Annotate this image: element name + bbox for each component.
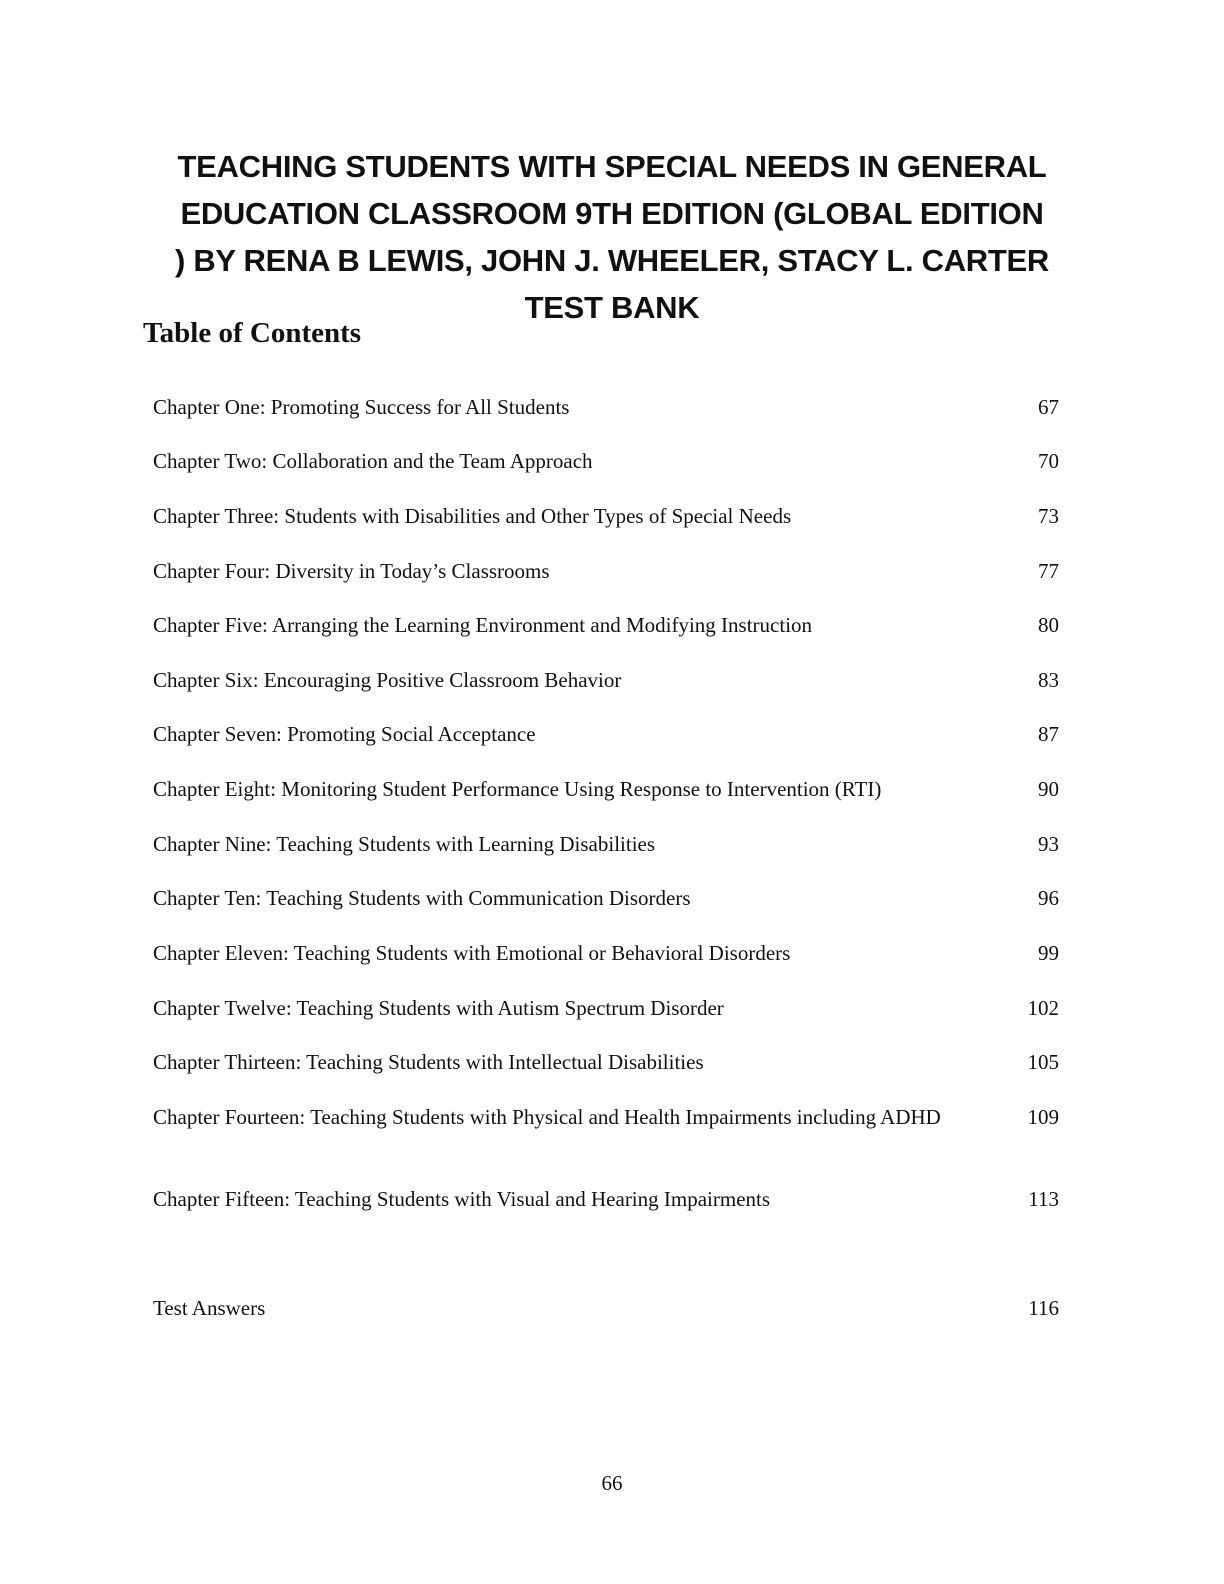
toc-entry[interactable] — [153, 448, 1073, 475]
toc-entry[interactable] — [153, 721, 1073, 748]
toc-entry-title: Chapter Nine: Teaching Students with Learning Disabilities — [153, 832, 656, 856]
toc-entry-title: Test Answers — [153, 1296, 266, 1320]
toc-entry[interactable] — [153, 995, 1073, 1022]
toc-entry[interactable] — [153, 612, 1073, 639]
toc-entry[interactable] — [153, 503, 1073, 530]
toc-entry-title: Chapter Eleven: Teaching Students with Emotional or Behavioral Disorders — [153, 941, 791, 965]
toc-entry-title: Chapter Five: Arranging the Learning Environment and Modifying Instruction — [153, 613, 813, 637]
toc-entry[interactable] — [153, 940, 1073, 967]
toc-entry-page: 113 — [1028, 1187, 1059, 1211]
toc-entry[interactable] — [153, 1049, 1073, 1076]
toc-entry-page: 73 — [1038, 504, 1059, 528]
toc-entry-title: Chapter Ten: Teaching Students with Communication Disorders — [153, 886, 691, 910]
toc-entry-title: Chapter Seven: Promoting Social Acceptance — [153, 722, 536, 746]
toc-heading: Table of Contents — [143, 317, 362, 349]
toc-entry-title: Chapter Twelve: Teaching Students with Autism Spectrum Disorder — [153, 996, 724, 1020]
toc-entry-page: 80 — [1038, 613, 1059, 637]
page-number: 66 — [601, 1471, 623, 1495]
toc-entry-page: 109 — [1027, 1105, 1059, 1129]
toc-entry[interactable] — [153, 667, 1073, 694]
toc-entry[interactable] — [153, 1295, 1073, 1322]
toc-entry-page: 70 — [1038, 449, 1059, 473]
toc-entry[interactable] — [153, 1186, 1073, 1213]
toc-entry-title: Chapter Six: Encouraging Positive Classroom Behavior — [153, 668, 622, 692]
toc-entry-page: 102 — [1027, 996, 1059, 1020]
toc-entry-title: Chapter Fourteen: Teaching Students with Physical and Health Impairments including ADHD — [153, 1105, 941, 1129]
toc-entry-page: 67 — [1038, 395, 1059, 419]
toc-entry-page: 99 — [1038, 941, 1059, 965]
toc-entry[interactable] — [153, 558, 1073, 585]
toc-entry[interactable] — [153, 831, 1073, 858]
toc-entry-title: Chapter Three: Students with Disabilities and Other Types of Special Needs — [153, 504, 792, 528]
toc-entry-page: 116 — [1028, 1296, 1059, 1320]
document-title-line: EDUCATION CLASSROOM 9TH EDITION (GLOBAL EDITION — [180, 196, 1044, 231]
toc-entry-title: Chapter Two: Collaboration and the Team Approach — [153, 449, 593, 473]
toc-entry-page: 77 — [1038, 559, 1059, 583]
toc-entry-page: 90 — [1038, 777, 1059, 801]
toc-entry-title: Chapter One: Promoting Success for All Students — [153, 395, 570, 419]
toc-entry-page: 83 — [1038, 668, 1059, 692]
document-title-line: TEACHING STUDENTS WITH SPECIAL NEEDS IN GENERAL — [177, 149, 1047, 184]
toc-entry-title: Chapter Thirteen: Teaching Students with Intellectual Disabilities — [153, 1050, 704, 1074]
document-title-line: TEST BANK — [524, 290, 700, 325]
toc-entry-page: 87 — [1038, 722, 1059, 746]
toc-entry-page: 105 — [1027, 1050, 1059, 1074]
toc-entry-title: Chapter Fifteen: Teaching Students with Visual and Hearing Impairments — [153, 1187, 771, 1211]
toc-entry-title: Chapter Eight: Monitoring Student Performance Using Response to Intervention (RTI) — [153, 777, 882, 801]
toc-entry[interactable] — [153, 885, 1073, 912]
toc-entry[interactable] — [153, 394, 1073, 421]
toc-entry-title: Chapter Four: Diversity in Today’s Classrooms — [153, 559, 550, 583]
toc-entry-page: 93 — [1038, 832, 1059, 856]
toc-entry[interactable] — [153, 776, 1073, 803]
toc-entry-page: 96 — [1038, 886, 1059, 910]
document-title-line: ) BY RENA B LEWIS, JOHN J. WHEELER, STACY L. CARTER — [174, 243, 1049, 278]
toc-entry[interactable] — [153, 1104, 1073, 1131]
document-title — [100, 143, 1124, 331]
